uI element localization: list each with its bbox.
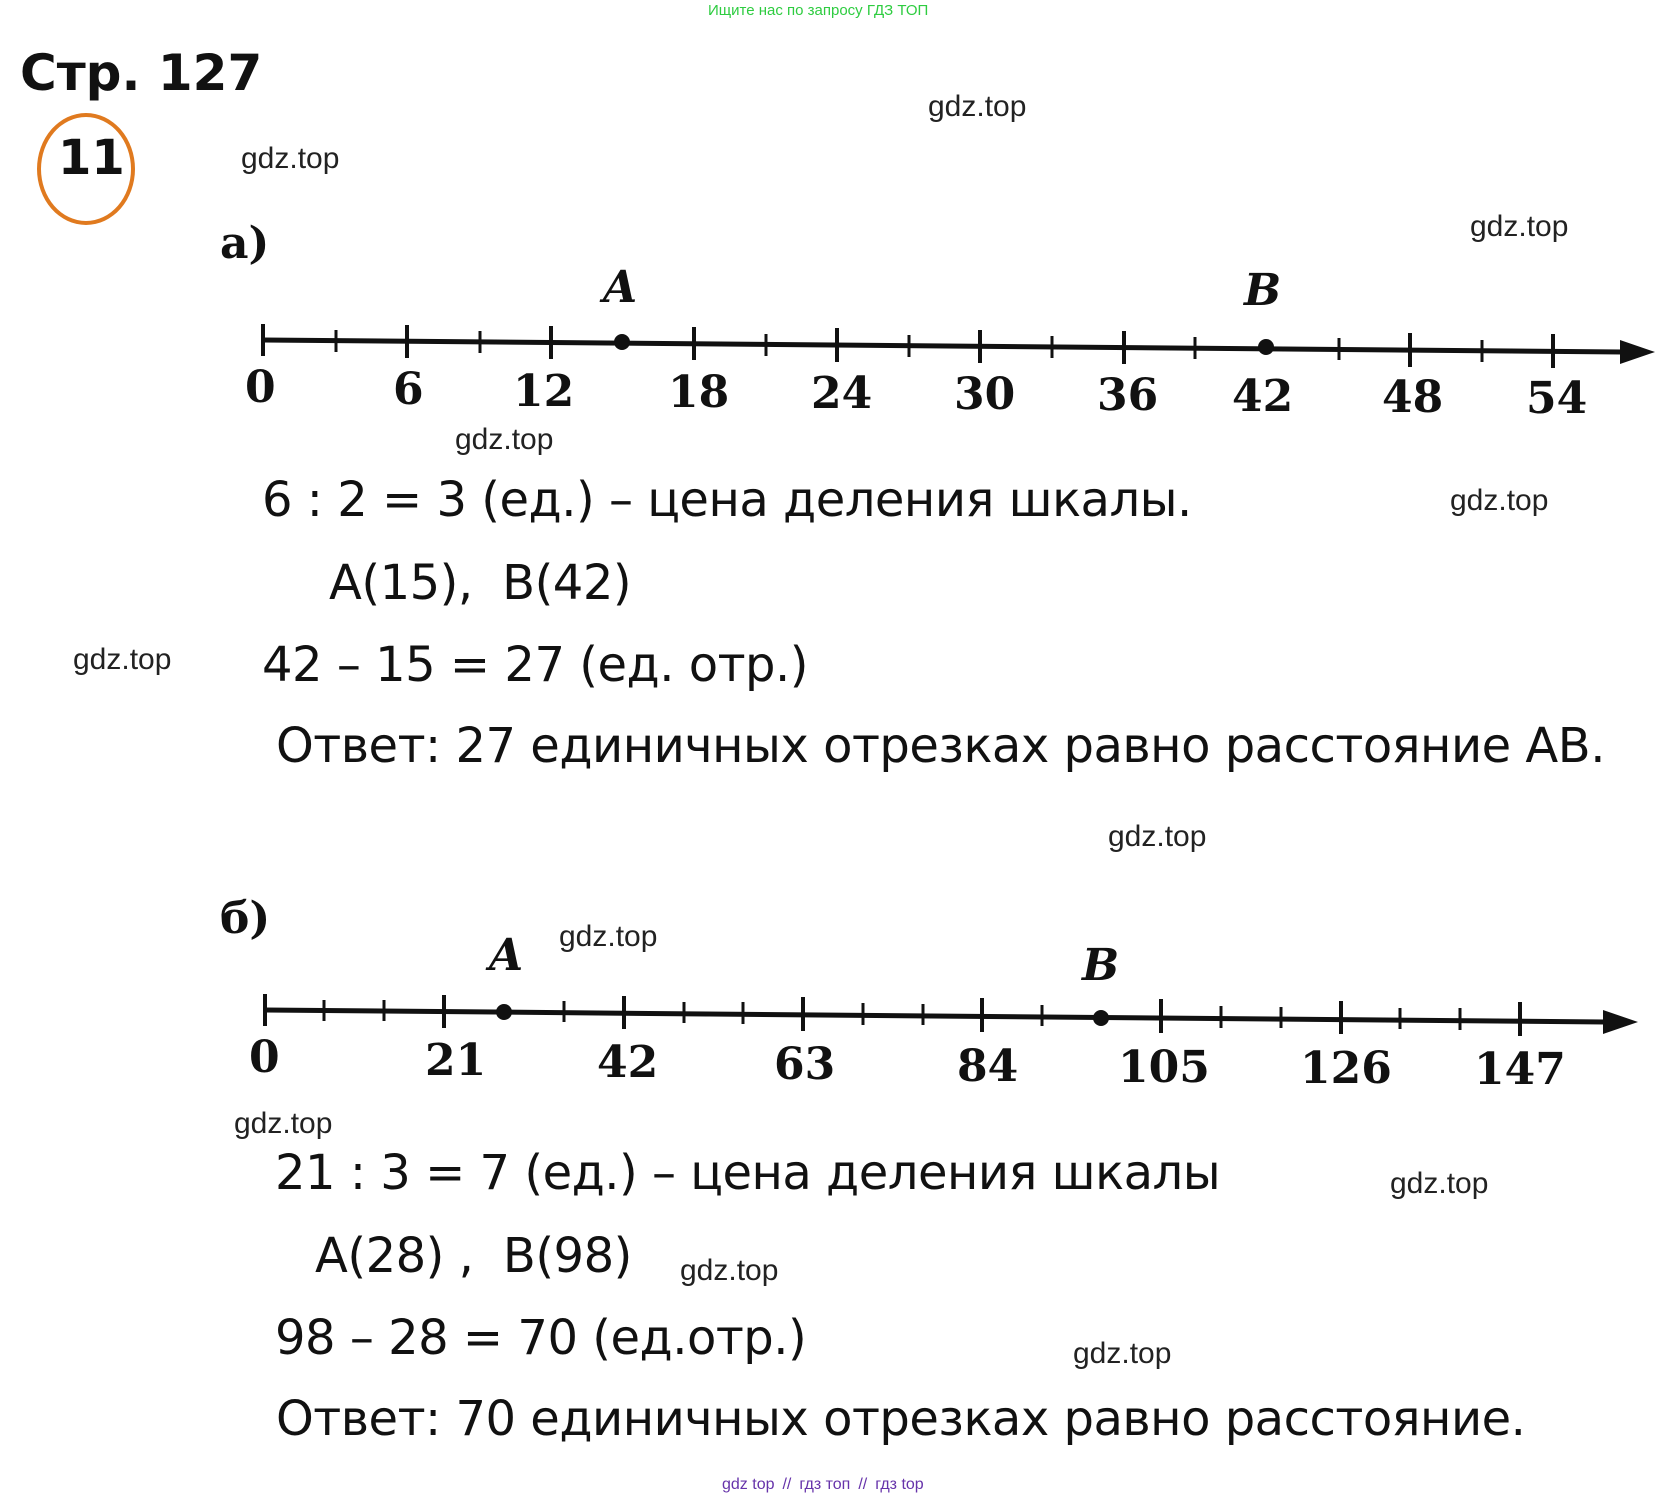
footer-separator: // — [782, 1476, 792, 1493]
watermark: gdz.top — [455, 423, 554, 456]
watermark: gdz.top — [241, 142, 340, 175]
tick-label: 21 — [425, 1035, 487, 1086]
tick-label: 126 — [1300, 1043, 1392, 1094]
tick-label: 6 — [393, 364, 424, 415]
watermark: gdz.top — [1450, 484, 1549, 517]
tick-label: 42 — [597, 1037, 659, 1088]
tick-label: 18 — [668, 367, 730, 418]
tick-label: 36 — [1097, 370, 1159, 421]
tick-label: 84 — [957, 1041, 1019, 1092]
tick-label: 12 — [513, 366, 575, 417]
tick-label: 0 — [245, 362, 276, 413]
watermark: gdz.top — [1073, 1337, 1172, 1370]
tick-label: 105 — [1118, 1042, 1210, 1093]
watermark: gdz.top — [559, 920, 658, 953]
tick-label: 48 — [1382, 372, 1444, 423]
footer-separator: // — [858, 1476, 868, 1493]
answer-line: Ответ: 70 единичных отрезках равно расстояние. — [276, 1391, 1526, 1447]
solution-line: 98 – 28 = 70 (ед.отр.) — [275, 1310, 807, 1366]
watermark: gdz.top — [928, 90, 1027, 123]
watermark: gdz.top — [680, 1254, 779, 1287]
watermark: gdz.top — [1390, 1167, 1489, 1200]
task-number: 11 — [58, 130, 125, 186]
point-a-label: A — [603, 262, 638, 313]
solution-line: 42 – 15 = 27 (ед. отр.) — [262, 637, 808, 693]
watermark: gdz.top — [1108, 820, 1207, 853]
solution-line: A(28) , B(98) — [315, 1228, 632, 1284]
search-hint: Ищите нас по запросу ГДЗ ТОП — [708, 2, 929, 19]
tick-label: 63 — [774, 1039, 836, 1090]
watermark: gdz.top — [73, 643, 172, 676]
footer-link-gdz-top-mixed[interactable]: гдз top — [875, 1476, 924, 1493]
footer-link-gdz-top-ru[interactable]: гдз топ — [799, 1476, 851, 1493]
watermark: gdz.top — [1470, 210, 1569, 243]
part-b-label: б) — [220, 893, 271, 944]
part-a-label: а) — [220, 218, 270, 269]
solution-line: 21 : 3 = 7 (ед.) – цена деления шкалы — [275, 1145, 1221, 1201]
tick-label: 24 — [811, 368, 873, 419]
solution-line: 6 : 2 = 3 (ед.) – цена деления шкалы. — [262, 472, 1192, 528]
tick-label: 30 — [954, 369, 1016, 420]
page-title: Стр. 127 — [20, 44, 263, 102]
solution-line: A(15), B(42) — [329, 555, 632, 611]
tick-label: 0 — [249, 1032, 280, 1083]
footer-links — [722, 1476, 924, 1494]
tick-label: 42 — [1232, 371, 1294, 422]
footer-link-gdz-top[interactable]: gdz top — [722, 1476, 775, 1493]
watermark: gdz.top — [234, 1107, 333, 1140]
answer-line: Ответ: 27 единичных отрезках равно расстояние AB. — [276, 718, 1605, 774]
point-a-label: A — [489, 930, 524, 981]
tick-label: 147 — [1474, 1044, 1566, 1095]
point-b-label: B — [1082, 940, 1120, 991]
point-b-label: B — [1244, 265, 1282, 316]
tick-label: 54 — [1526, 373, 1588, 424]
